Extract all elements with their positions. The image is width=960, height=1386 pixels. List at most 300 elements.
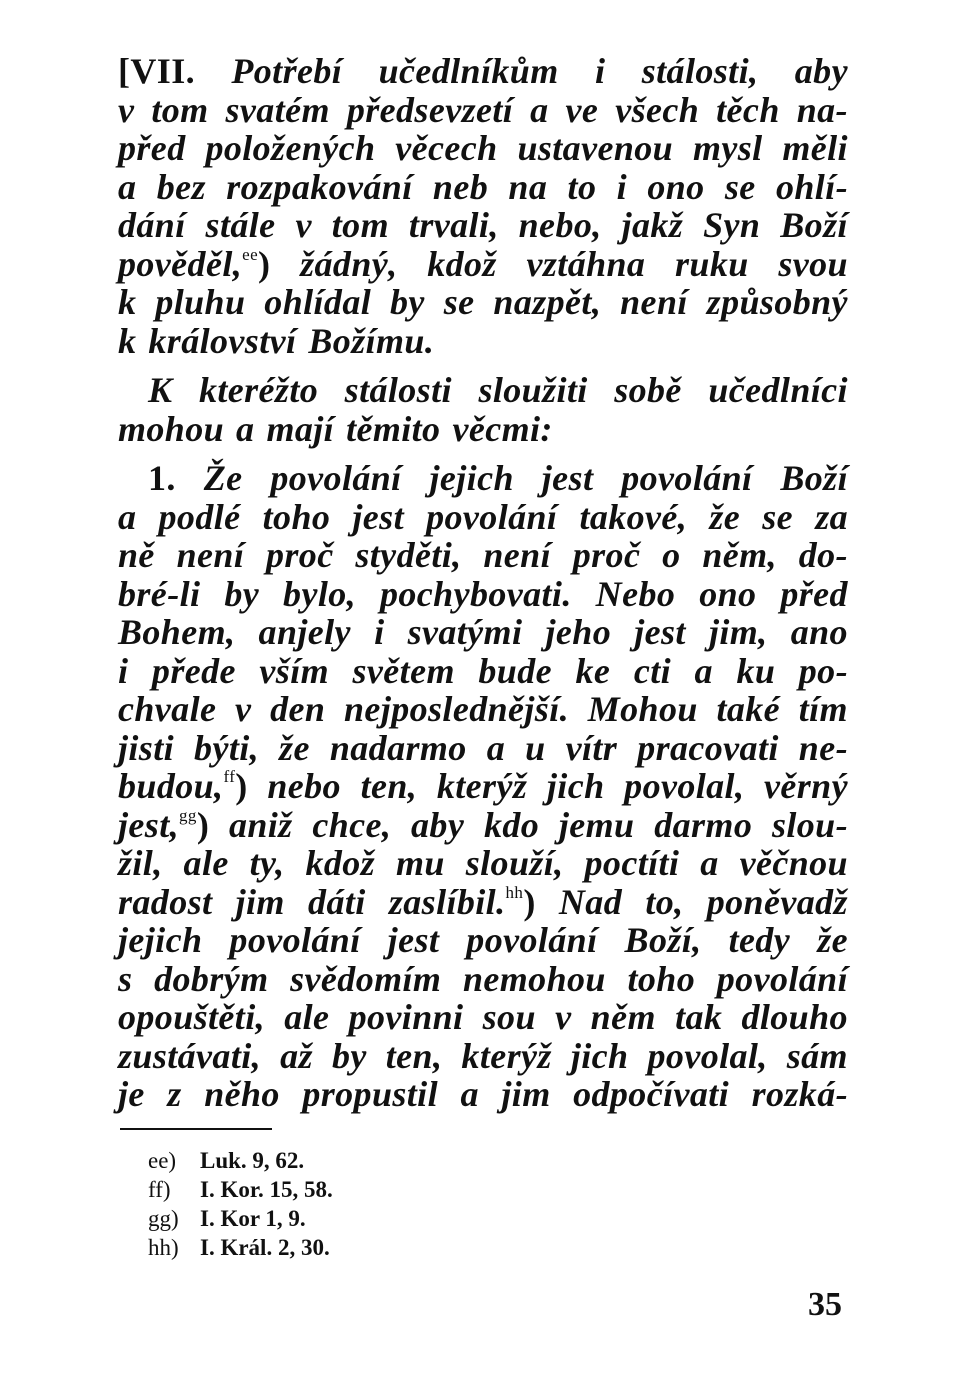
word-text: povolání bbox=[716, 958, 848, 999]
word-text: jejich bbox=[429, 458, 514, 498]
word-text: 1. bbox=[148, 458, 176, 498]
word bbox=[411, 806, 464, 845]
word-text: sobě bbox=[614, 370, 682, 410]
word bbox=[279, 729, 310, 768]
text-line bbox=[118, 410, 848, 449]
word bbox=[118, 91, 134, 130]
word-text: kdož bbox=[427, 243, 497, 284]
word bbox=[118, 283, 136, 322]
word bbox=[799, 729, 848, 768]
word bbox=[716, 690, 780, 729]
word-text: ve bbox=[565, 89, 599, 130]
word-text: to bbox=[567, 166, 597, 207]
word-text: žil, bbox=[118, 843, 163, 883]
word-text: a bbox=[700, 843, 719, 883]
word bbox=[231, 52, 342, 91]
word-text: i bbox=[374, 612, 385, 652]
word-text: Nad bbox=[558, 881, 623, 922]
word-text: ně bbox=[118, 535, 155, 575]
word bbox=[729, 921, 791, 960]
footnote-reference[interactable]: ff bbox=[223, 767, 236, 786]
word bbox=[614, 371, 682, 410]
word bbox=[707, 283, 848, 322]
word-text: slouží, bbox=[465, 843, 564, 883]
word-text: K bbox=[148, 370, 173, 410]
word bbox=[118, 806, 209, 845]
word bbox=[740, 844, 848, 883]
word bbox=[762, 498, 793, 537]
word-text: nemohou bbox=[462, 958, 606, 999]
footnote-reference-paren: ) bbox=[235, 766, 248, 806]
word bbox=[346, 410, 440, 449]
word-text: mohou bbox=[118, 408, 225, 449]
word bbox=[118, 690, 216, 729]
word-text: ten, bbox=[385, 1035, 443, 1076]
footnote-text: I. Král. 2, 30. bbox=[200, 1235, 330, 1260]
word-text: jim bbox=[235, 881, 285, 922]
word-text: že bbox=[709, 496, 741, 537]
word-text: jejich bbox=[118, 920, 203, 960]
word bbox=[634, 652, 671, 691]
word bbox=[374, 613, 384, 652]
text-line bbox=[118, 52, 848, 91]
footnote-text: Luk. 9, 62. bbox=[200, 1148, 305, 1173]
word bbox=[308, 883, 366, 922]
word bbox=[118, 410, 224, 449]
footnote-text: I. Kor 1, 9. bbox=[200, 1206, 306, 1231]
word bbox=[466, 844, 564, 883]
word bbox=[487, 729, 505, 768]
word bbox=[736, 652, 775, 691]
word bbox=[353, 652, 455, 691]
word bbox=[148, 459, 176, 498]
text-line bbox=[118, 91, 848, 130]
word bbox=[566, 91, 599, 130]
word bbox=[700, 844, 718, 883]
word-text: kterýž bbox=[461, 1035, 552, 1076]
word-text: toho bbox=[262, 496, 331, 537]
word bbox=[615, 91, 699, 130]
word-text: Mohou bbox=[587, 689, 698, 729]
word-text: jest bbox=[352, 496, 404, 537]
text-line bbox=[118, 652, 848, 691]
word-text: žádný, bbox=[300, 243, 398, 284]
word-text: v bbox=[555, 997, 572, 1037]
word-text: a bbox=[694, 650, 713, 691]
word bbox=[780, 575, 848, 614]
word-text: pracovati bbox=[637, 727, 779, 768]
word-text: něho bbox=[204, 1074, 280, 1114]
word bbox=[795, 52, 848, 91]
word bbox=[776, 168, 848, 207]
word-text: pověděl, bbox=[118, 243, 243, 284]
word bbox=[226, 91, 330, 130]
word bbox=[530, 91, 548, 130]
word bbox=[330, 729, 467, 768]
word-text: a bbox=[460, 1074, 479, 1114]
word bbox=[118, 322, 136, 361]
word-text: aby bbox=[794, 51, 848, 91]
word-text: zaslíbil. bbox=[388, 881, 506, 922]
word-text: to, bbox=[645, 881, 684, 922]
word-text: budou, bbox=[118, 766, 224, 806]
word-text: kdož bbox=[305, 843, 376, 883]
word-text: ten, bbox=[360, 766, 418, 806]
word-text: pluhu bbox=[155, 282, 246, 322]
word-text: stálosti bbox=[344, 370, 452, 410]
word bbox=[780, 459, 848, 498]
word bbox=[295, 206, 311, 245]
word bbox=[501, 1075, 550, 1114]
word-text: v bbox=[295, 205, 312, 245]
word bbox=[433, 168, 488, 207]
word bbox=[624, 767, 744, 806]
word bbox=[595, 52, 605, 91]
word-text: Syn bbox=[703, 205, 761, 245]
word-text: za bbox=[815, 496, 848, 537]
word bbox=[118, 129, 186, 168]
word-text: na bbox=[508, 166, 548, 207]
word-text: povolání bbox=[229, 920, 361, 960]
word bbox=[625, 921, 702, 960]
word-text: poctíti bbox=[584, 843, 680, 883]
word-text: Boží, bbox=[624, 920, 702, 960]
word bbox=[229, 806, 293, 845]
word bbox=[118, 52, 195, 91]
word bbox=[703, 206, 760, 245]
word-text: před bbox=[118, 128, 186, 168]
word-text: Potřebí bbox=[231, 51, 343, 91]
word bbox=[270, 459, 401, 498]
word-text: nebo, bbox=[518, 205, 602, 245]
word-text: jest bbox=[387, 920, 440, 960]
word-text: je bbox=[118, 1074, 145, 1114]
word-text: propustil bbox=[302, 1074, 438, 1114]
word bbox=[300, 245, 397, 284]
word-text: radost bbox=[118, 881, 213, 922]
word-text: také bbox=[716, 689, 781, 729]
word bbox=[148, 322, 296, 361]
word-text: a bbox=[118, 496, 137, 537]
word bbox=[717, 960, 848, 999]
word bbox=[290, 960, 441, 999]
word-text: darmo bbox=[654, 804, 753, 845]
footnote-reference-paren: ) bbox=[258, 243, 271, 284]
word bbox=[263, 498, 331, 537]
word bbox=[542, 459, 594, 498]
word bbox=[205, 129, 375, 168]
word-text: něm, bbox=[702, 535, 777, 575]
footnote-reference[interactable]: hh bbox=[505, 882, 524, 902]
text-line bbox=[118, 921, 848, 960]
word bbox=[118, 960, 132, 999]
word bbox=[648, 1037, 768, 1076]
word bbox=[484, 806, 539, 845]
word bbox=[355, 536, 461, 575]
word bbox=[772, 806, 848, 845]
word-text: na- bbox=[796, 89, 848, 130]
word-text: k bbox=[118, 320, 137, 361]
word bbox=[573, 536, 641, 575]
word bbox=[461, 1037, 551, 1076]
word-text: býti, bbox=[194, 727, 260, 768]
word bbox=[478, 652, 552, 691]
word-text: bude bbox=[478, 650, 552, 691]
word-text: mu bbox=[395, 843, 445, 883]
word-text: a bbox=[486, 727, 506, 768]
word bbox=[118, 883, 212, 922]
word bbox=[782, 129, 848, 168]
footnote-mark: ff) bbox=[148, 1177, 171, 1202]
word bbox=[148, 371, 172, 410]
word bbox=[797, 91, 848, 130]
word-text: se bbox=[724, 166, 756, 207]
word bbox=[460, 1075, 478, 1114]
footnote-reference[interactable]: gg bbox=[179, 805, 197, 825]
word bbox=[466, 921, 597, 960]
word-text: jemu bbox=[558, 804, 635, 845]
word bbox=[645, 883, 683, 922]
text-line bbox=[118, 536, 848, 575]
word bbox=[708, 371, 848, 410]
word-text: položených bbox=[205, 128, 376, 168]
word bbox=[444, 283, 475, 322]
word-text: v bbox=[118, 89, 135, 130]
word-text: by bbox=[331, 1035, 367, 1076]
word-text: nazpět, bbox=[493, 282, 602, 322]
word bbox=[716, 91, 780, 130]
word-text: jest bbox=[541, 458, 594, 498]
text-line bbox=[118, 806, 848, 845]
word bbox=[693, 129, 763, 168]
word bbox=[312, 806, 391, 845]
word bbox=[817, 921, 848, 960]
word-text: vším bbox=[259, 650, 329, 691]
word bbox=[379, 52, 559, 91]
word bbox=[409, 206, 499, 245]
word-text: cti bbox=[633, 650, 671, 691]
word-text: jim bbox=[501, 1074, 551, 1114]
word-text: nejposlednější. bbox=[344, 689, 570, 729]
word-text: den bbox=[270, 689, 326, 729]
word bbox=[380, 575, 572, 614]
word-text: anjely bbox=[258, 612, 351, 652]
word-text: předsevzetí bbox=[346, 89, 514, 130]
word bbox=[699, 575, 756, 614]
word bbox=[527, 245, 646, 284]
word-text: o bbox=[662, 535, 681, 575]
word-text: ustavenou bbox=[517, 128, 674, 168]
word bbox=[579, 498, 687, 537]
word bbox=[588, 690, 698, 729]
word-text: učedlníkům bbox=[378, 51, 559, 91]
word bbox=[647, 168, 704, 207]
word bbox=[627, 960, 695, 999]
word bbox=[259, 652, 329, 691]
word bbox=[426, 498, 557, 537]
footnote-reference[interactable]: ee bbox=[242, 244, 259, 264]
word bbox=[118, 536, 155, 575]
word bbox=[568, 168, 597, 207]
word-text: ale bbox=[284, 997, 330, 1037]
word-text: před bbox=[780, 573, 848, 614]
word bbox=[118, 998, 265, 1037]
word bbox=[267, 767, 341, 806]
word bbox=[284, 998, 329, 1037]
word-text: dání bbox=[118, 205, 186, 245]
word-text: všech bbox=[615, 89, 700, 130]
word-text: těch bbox=[716, 89, 780, 130]
word-text: povolání bbox=[466, 920, 598, 960]
word bbox=[519, 206, 602, 245]
word bbox=[707, 883, 848, 922]
word bbox=[118, 844, 163, 883]
footnote bbox=[148, 1233, 333, 1262]
word-text: ne- bbox=[798, 727, 848, 768]
word-text: ty, bbox=[249, 843, 285, 883]
word-text: bylo, bbox=[283, 573, 357, 614]
footnote-mark: ee) bbox=[148, 1148, 177, 1173]
word-text: Boží bbox=[780, 458, 848, 498]
word bbox=[388, 921, 440, 960]
word-text: sou bbox=[482, 997, 536, 1037]
word bbox=[547, 767, 605, 806]
text-line bbox=[118, 498, 848, 537]
word-text: k bbox=[118, 282, 137, 322]
word-text: jich bbox=[570, 1035, 629, 1076]
word bbox=[224, 575, 259, 614]
word-text: povolání bbox=[426, 496, 558, 537]
word bbox=[559, 883, 622, 922]
word-text: rozká- bbox=[751, 1074, 848, 1114]
word bbox=[389, 883, 536, 922]
word bbox=[270, 690, 325, 729]
word bbox=[622, 206, 684, 245]
word bbox=[332, 1037, 367, 1076]
word bbox=[390, 283, 425, 322]
word-text: povinni bbox=[348, 997, 464, 1037]
word bbox=[576, 652, 611, 691]
word bbox=[596, 575, 676, 614]
word-text: toho bbox=[627, 958, 696, 999]
word-text: mysl bbox=[692, 128, 763, 168]
word-text: Boží bbox=[780, 205, 848, 245]
word bbox=[463, 960, 606, 999]
word bbox=[585, 844, 680, 883]
text-line bbox=[118, 459, 848, 498]
word-text: povolal, bbox=[647, 1035, 768, 1076]
word bbox=[204, 1075, 280, 1114]
text-line bbox=[118, 371, 848, 410]
word-text: chce, bbox=[312, 804, 392, 845]
word-text: svědomím bbox=[290, 958, 442, 999]
word-text: stálosti, bbox=[641, 51, 759, 91]
word bbox=[559, 806, 635, 845]
word bbox=[752, 1075, 848, 1114]
word bbox=[236, 883, 285, 922]
word-text: po- bbox=[798, 650, 848, 691]
word bbox=[478, 371, 587, 410]
word bbox=[118, 921, 202, 960]
word bbox=[395, 129, 497, 168]
text-line bbox=[118, 322, 848, 361]
footnote-text: I. Kor. 15, 58. bbox=[200, 1177, 333, 1202]
word-text: sám bbox=[786, 1035, 848, 1076]
word-text: opouštěti, bbox=[118, 997, 266, 1037]
word bbox=[151, 91, 208, 130]
word-text: ohlí- bbox=[775, 166, 848, 207]
word-text: tak bbox=[675, 997, 723, 1037]
word-text: bré-li bbox=[118, 573, 201, 614]
text-line bbox=[118, 844, 848, 883]
word-text: a bbox=[236, 408, 255, 449]
word-text: by bbox=[224, 573, 260, 614]
word-text: věrný bbox=[764, 766, 848, 806]
word-text: tom bbox=[331, 205, 389, 245]
word-text: ale bbox=[183, 843, 229, 883]
word-text: kdo bbox=[483, 804, 540, 845]
word-text: tom bbox=[151, 89, 209, 130]
word-text: dáti bbox=[308, 881, 366, 922]
word-text: přede bbox=[151, 650, 236, 691]
word bbox=[566, 729, 618, 768]
word bbox=[654, 806, 752, 845]
word bbox=[235, 690, 251, 729]
word-text: a bbox=[118, 166, 137, 207]
word-text: že bbox=[817, 920, 848, 960]
word-text: tím bbox=[798, 689, 848, 729]
word-text: poněvadž bbox=[706, 881, 848, 922]
word bbox=[347, 91, 513, 130]
word bbox=[591, 998, 656, 1037]
word-text: chvale bbox=[118, 689, 217, 729]
word bbox=[118, 652, 128, 691]
word-text: způsobný bbox=[706, 282, 848, 322]
word bbox=[573, 1075, 729, 1114]
word bbox=[308, 322, 434, 361]
word-text: tedy bbox=[728, 920, 791, 960]
word-text: jest bbox=[634, 612, 686, 652]
word-text: věcech bbox=[395, 128, 498, 168]
word-text: i bbox=[616, 166, 628, 207]
word-text: království bbox=[148, 320, 297, 361]
word bbox=[437, 767, 527, 806]
word bbox=[621, 459, 752, 498]
word-text: dlouho bbox=[741, 997, 848, 1037]
word bbox=[764, 767, 848, 806]
word bbox=[206, 206, 276, 245]
word bbox=[154, 960, 268, 999]
word bbox=[709, 613, 768, 652]
word bbox=[799, 690, 848, 729]
word-text: věčnou bbox=[739, 843, 848, 883]
word-text: a bbox=[530, 89, 549, 130]
word bbox=[427, 245, 497, 284]
word bbox=[741, 998, 847, 1037]
word-text: sloužiti bbox=[478, 370, 588, 410]
word bbox=[305, 844, 375, 883]
word bbox=[118, 498, 136, 537]
word-text: jeho bbox=[545, 612, 612, 652]
word bbox=[483, 998, 536, 1037]
text-line bbox=[118, 245, 848, 284]
word bbox=[662, 536, 680, 575]
word-text: v bbox=[235, 689, 252, 729]
word bbox=[259, 613, 351, 652]
word-text: Bohem, bbox=[118, 612, 236, 652]
word-text: z bbox=[167, 1074, 182, 1114]
word bbox=[642, 52, 759, 91]
